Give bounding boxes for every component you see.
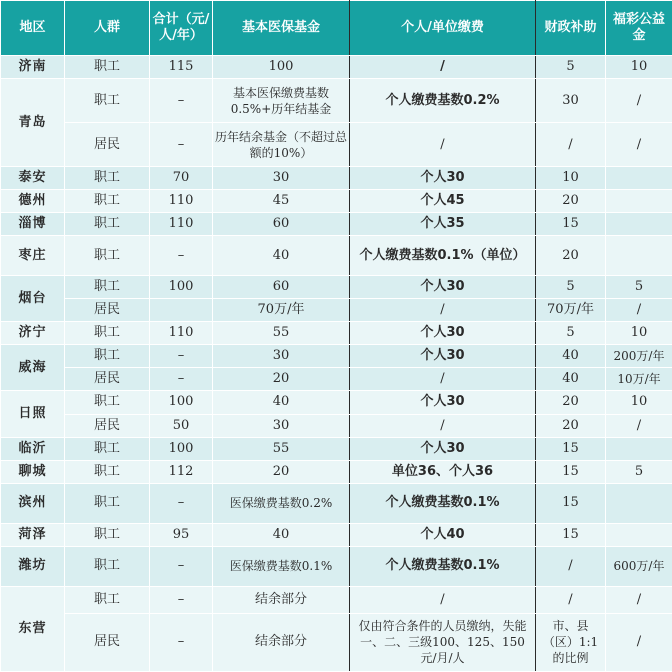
finance-cell: 15: [536, 213, 606, 236]
table-row: [1, 345, 672, 368]
table-row: [1, 276, 672, 299]
total-cell: –: [150, 613, 213, 671]
fund-cell: 医保缴费基数0.1%: [213, 546, 350, 586]
header-medical-fund: 基本医保基金: [213, 1, 350, 56]
lottery-cell: [606, 437, 672, 460]
table-row: [1, 123, 672, 167]
contribution-cell: 个人缴费基数0.1%（单位）: [350, 236, 536, 276]
total-cell: 112: [150, 460, 213, 483]
lottery-cell: 5: [606, 276, 672, 299]
city-cell: 济宁: [1, 322, 65, 345]
header-row: [1, 1, 672, 56]
table-row: [1, 56, 672, 79]
table-row: [1, 586, 672, 613]
table-row: [1, 437, 672, 460]
lottery-cell: 10: [606, 56, 672, 79]
contribution-cell: 个人45: [350, 190, 536, 213]
lottery-cell: [606, 213, 672, 236]
contribution-cell: 个人30: [350, 276, 536, 299]
group-cell: 职工: [65, 322, 150, 345]
group-cell: 居民: [65, 123, 150, 167]
total-cell: –: [150, 79, 213, 123]
group-cell: 居民: [65, 299, 150, 322]
group-cell: 居民: [65, 613, 150, 671]
group-cell: 职工: [65, 546, 150, 586]
lottery-cell: [606, 236, 672, 276]
finance-cell: 15: [536, 483, 606, 523]
total-cell: –: [150, 546, 213, 586]
group-cell: 职工: [65, 483, 150, 523]
group-cell: 职工: [65, 79, 150, 123]
total-cell: –: [150, 236, 213, 276]
total-cell: –: [150, 123, 213, 167]
fund-cell: 40: [213, 236, 350, 276]
finance-cell: 70万/年: [536, 299, 606, 322]
lottery-cell: [606, 190, 672, 213]
group-cell: 居民: [65, 414, 150, 437]
fund-cell: 70万/年: [213, 299, 350, 322]
fund-cell: 55: [213, 322, 350, 345]
total-cell: 100: [150, 391, 213, 414]
contribution-cell: /: [350, 414, 536, 437]
city-cell: 威海: [1, 345, 65, 391]
fund-cell: 30: [213, 414, 350, 437]
table-row: [1, 546, 672, 586]
header-contribution: 个人/单位缴费: [350, 1, 536, 56]
group-cell: 职工: [65, 190, 150, 213]
group-cell: 职工: [65, 276, 150, 299]
table-row: [1, 322, 672, 345]
lottery-cell: 600万/年: [606, 546, 672, 586]
contribution-cell: 个人缴费基数0.2%: [350, 79, 536, 123]
finance-cell: /: [536, 586, 606, 613]
fund-cell: 60: [213, 213, 350, 236]
fund-cell: 45: [213, 190, 350, 213]
lottery-cell: 10: [606, 391, 672, 414]
total-cell: –: [150, 345, 213, 368]
finance-cell: /: [536, 546, 606, 586]
contribution-cell: 个人30: [350, 437, 536, 460]
contribution-cell: /: [350, 56, 536, 79]
lottery-cell: [606, 523, 672, 546]
table-row: [1, 460, 672, 483]
table-row: [1, 391, 672, 414]
total-cell: 100: [150, 437, 213, 460]
contribution-cell: 个人30: [350, 322, 536, 345]
fund-cell: 基本医保缴费基数0.5%+历年结基金: [213, 79, 350, 123]
finance-cell: /: [536, 123, 606, 167]
city-cell: 济南: [1, 56, 65, 79]
finance-cell: 20: [536, 391, 606, 414]
total-cell: 50: [150, 414, 213, 437]
finance-cell: 15: [536, 460, 606, 483]
fund-cell: 30: [213, 167, 350, 190]
contribution-cell: 个人30: [350, 167, 536, 190]
fund-cell: 结余部分: [213, 586, 350, 613]
lottery-cell: [606, 483, 672, 523]
finance-cell: 市、县（区）1:1的比例: [536, 613, 606, 671]
lottery-cell: /: [606, 79, 672, 123]
lottery-cell: /: [606, 613, 672, 671]
total-cell: 110: [150, 190, 213, 213]
lottery-cell: 10: [606, 322, 672, 345]
total-cell: 100: [150, 276, 213, 299]
city-cell: 潍坊: [1, 546, 65, 586]
table-row: [1, 79, 672, 123]
finance-cell: 15: [536, 523, 606, 546]
fund-cell: 100: [213, 56, 350, 79]
group-cell: 职工: [65, 213, 150, 236]
finance-cell: 5: [536, 276, 606, 299]
header-total: 合计（元/人/年）: [150, 1, 213, 56]
city-cell: 淄博: [1, 213, 65, 236]
group-cell: 居民: [65, 368, 150, 391]
header-region: 地区: [1, 1, 65, 56]
table-row: [1, 368, 672, 391]
table-row: [1, 299, 672, 322]
finance-cell: 15: [536, 437, 606, 460]
contribution-cell: 单位36、个人36: [350, 460, 536, 483]
fund-cell: 55: [213, 437, 350, 460]
finance-cell: 20: [536, 190, 606, 213]
contribution-cell: 个人30: [350, 345, 536, 368]
fund-cell: 40: [213, 391, 350, 414]
group-cell: 职工: [65, 586, 150, 613]
group-cell: 职工: [65, 167, 150, 190]
group-cell: 职工: [65, 523, 150, 546]
table-row: [1, 483, 672, 523]
contribution-cell: 个人40: [350, 523, 536, 546]
contribution-cell: /: [350, 123, 536, 167]
city-cell: 滨州: [1, 483, 65, 523]
city-cell: 临沂: [1, 437, 65, 460]
total-cell: [150, 299, 213, 322]
lottery-cell: 10万/年: [606, 368, 672, 391]
city-cell: 青岛: [1, 79, 65, 167]
fund-cell: 30: [213, 345, 350, 368]
city-cell: 泰安: [1, 167, 65, 190]
fund-cell: 20: [213, 460, 350, 483]
lottery-cell: /: [606, 414, 672, 437]
fund-cell: 60: [213, 276, 350, 299]
finance-cell: 10: [536, 167, 606, 190]
finance-cell: 30: [536, 79, 606, 123]
fund-cell: 20: [213, 368, 350, 391]
finance-cell: 20: [536, 236, 606, 276]
total-cell: –: [150, 368, 213, 391]
total-cell: –: [150, 483, 213, 523]
total-cell: 95: [150, 523, 213, 546]
finance-cell: 40: [536, 368, 606, 391]
contribution-cell: /: [350, 299, 536, 322]
fund-cell: 医保缴费基数0.2%: [213, 483, 350, 523]
city-cell: 日照: [1, 391, 65, 437]
contribution-cell: 个人缴费基数0.1%: [350, 483, 536, 523]
table-row: [1, 523, 672, 546]
total-cell: 70: [150, 167, 213, 190]
city-cell: 菏泽: [1, 523, 65, 546]
lottery-cell: /: [606, 299, 672, 322]
city-cell: 聊城: [1, 460, 65, 483]
table-row: [1, 414, 672, 437]
lottery-cell: 200万/年: [606, 345, 672, 368]
total-cell: 115: [150, 56, 213, 79]
header-lottery: 福彩公益金: [606, 1, 672, 56]
city-cell: 德州: [1, 190, 65, 213]
finance-cell: 40: [536, 345, 606, 368]
table-row: [1, 236, 672, 276]
total-cell: 110: [150, 322, 213, 345]
lottery-cell: [606, 167, 672, 190]
finance-cell: 5: [536, 322, 606, 345]
fund-cell: 40: [213, 523, 350, 546]
total-cell: 110: [150, 213, 213, 236]
contribution-cell: /: [350, 368, 536, 391]
group-cell: 职工: [65, 437, 150, 460]
fund-cell: 结余部分: [213, 613, 350, 671]
city-cell: 烟台: [1, 276, 65, 322]
lottery-cell: /: [606, 586, 672, 613]
fund-cell: 历年结余基金（不超过总额的10%）: [213, 123, 350, 167]
group-cell: 职工: [65, 56, 150, 79]
contribution-cell: 个人30: [350, 391, 536, 414]
contribution-cell: 个人35: [350, 213, 536, 236]
city-cell: 枣庄: [1, 236, 65, 276]
table-row: [1, 213, 672, 236]
lottery-cell: 5: [606, 460, 672, 483]
table-row: [1, 190, 672, 213]
finance-cell: 5: [536, 56, 606, 79]
group-cell: 职工: [65, 391, 150, 414]
contribution-cell: 个人缴费基数0.1%: [350, 546, 536, 586]
header-finance: 财政补助: [536, 1, 606, 56]
contribution-cell: 仅由符合条件的人员缴纳，失能一、二、三级100、125、150 元/月/人: [350, 613, 536, 671]
lottery-cell: /: [606, 123, 672, 167]
header-group: 人群: [65, 1, 150, 56]
contribution-cell: /: [350, 586, 536, 613]
group-cell: 职工: [65, 236, 150, 276]
table-row: [1, 613, 672, 671]
total-cell: –: [150, 586, 213, 613]
group-cell: 职工: [65, 460, 150, 483]
city-cell: 东营: [1, 586, 65, 671]
group-cell: 职工: [65, 345, 150, 368]
finance-cell: 20: [536, 414, 606, 437]
table-row: [1, 167, 672, 190]
